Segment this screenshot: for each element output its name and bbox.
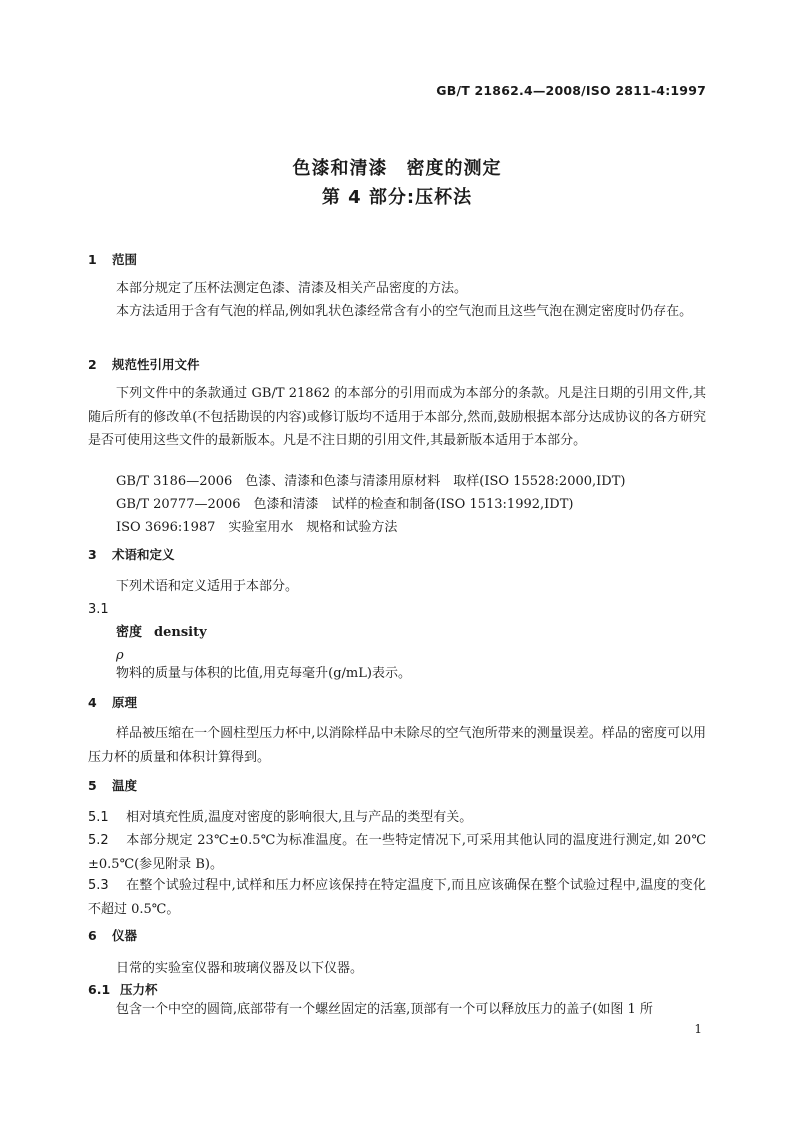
clause-number: 6.1 bbox=[88, 982, 111, 997]
section-title: 仪器 bbox=[112, 928, 138, 943]
section-1-paragraph-2: 本方法适用于含有气泡的样品,例如乳状色漆经常含有小的空气泡而且这些气泡在测定密度时仍存在。 bbox=[116, 304, 693, 319]
section-title: 术语和定义 bbox=[112, 547, 175, 562]
section-6-heading bbox=[88, 926, 706, 946]
section-number: 4 bbox=[88, 695, 97, 710]
section-number: 3 bbox=[88, 547, 97, 562]
section-number: 6 bbox=[88, 928, 97, 943]
section-4-paragraph-1: 样品被压缩在一个圆柱型压力杯中,以消除样品中未除尽的空气泡所带来的测量误差。样品的密度可以用压力杯的质量和体积计算得到。 bbox=[88, 726, 706, 765]
section-number: 1 bbox=[88, 252, 97, 267]
clause-number: 5.2 bbox=[88, 833, 109, 848]
term-entry bbox=[88, 621, 734, 645]
subsection-6-1-text: 包含一个中空的圆筒,底部带有一个螺丝固定的活塞,顶部有一个可以释放压力的盖子(如图 1 所 bbox=[116, 1002, 653, 1017]
reference-item: GB/T 3186—2006 色漆、清漆和色漆与清漆用原材料 取样(ISO 15528:2000,IDT) bbox=[116, 474, 626, 489]
term-definition: 物料的质量与体积的比值,用克每毫升(g/mL)表示。 bbox=[116, 666, 411, 681]
clause-title: 压力杯 bbox=[120, 982, 158, 997]
clause-text: 相对填充性质,温度对密度的影响很大,且与产品的类型有关。 bbox=[126, 810, 473, 825]
section-number: 2 bbox=[88, 357, 97, 372]
section-5-heading bbox=[88, 776, 706, 796]
term-english: density bbox=[154, 625, 207, 640]
section-3-paragraph-1: 下列术语和定义适用于本部分。 bbox=[116, 579, 299, 594]
document-subtitle: 第 4 部分:压杯法 bbox=[321, 187, 473, 208]
section-2-paragraph-1: 下列文件中的条款通过 GB/T 21862 的本部分的引用而成为本部分的条款。凡是注日期的引用文件,其随后所有的修改单(不包括勘误的内容)或修订版均不适用于本部分,然而,鼓励根据本部分达成协议的各方研究是否可使用这些文件的最新版本。凡是不注日期的引用文件,其最新版本适用于本部分。 bbox=[88, 386, 706, 448]
section-2-heading bbox=[88, 355, 706, 375]
term-chinese: 密度 bbox=[116, 625, 143, 640]
clause-text: 本部分规定 23℃±0.5℃为标准温度。在一些特定情况下,可采用其他认同的温度进行测定,如 20℃±0.5℃(参见附录 B)。 bbox=[88, 833, 706, 872]
clause-number: 5.1 bbox=[88, 810, 109, 825]
clause-text: 在整个试验过程中,试样和压力杯应该保持在特定温度下,而且应该确保在整个试验过程中,温度的变化不超过 0.5℃。 bbox=[88, 878, 706, 917]
clause-5-2 bbox=[88, 829, 706, 876]
reference-item: ISO 3696:1987 实验室用水 规格和试验方法 bbox=[116, 520, 398, 535]
term-symbol: ρ bbox=[116, 648, 124, 663]
reference-item: GB/T 20777—2006 色漆和清漆 试样的检查和制备(ISO 1513:1992,IDT) bbox=[116, 497, 574, 512]
section-3-heading bbox=[88, 545, 706, 565]
section-title: 规范性引用文件 bbox=[112, 357, 200, 372]
section-6-paragraph-1: 日常的实验室仪器和玻璃仪器及以下仪器。 bbox=[116, 961, 364, 976]
section-1-heading bbox=[88, 250, 706, 270]
section-title: 范围 bbox=[112, 252, 138, 267]
section-title: 温度 bbox=[112, 778, 138, 793]
clause-5-3 bbox=[88, 874, 706, 921]
section-1-paragraph-1: 本部分规定了压杯法测定色漆、清漆及相关产品密度的方法。 bbox=[116, 281, 468, 296]
section-4-heading bbox=[88, 693, 706, 713]
document-title: 色漆和清漆 密度的测定 bbox=[292, 158, 502, 179]
clause-number: 5.3 bbox=[88, 878, 109, 893]
page-number: 1 bbox=[694, 1022, 702, 1036]
clause-5-1 bbox=[88, 806, 706, 830]
section-number: 5 bbox=[88, 778, 97, 793]
standard-code: GB/T 21862.4—2008/ISO 2811-4:1997 bbox=[436, 83, 706, 98]
section-title: 原理 bbox=[112, 695, 138, 710]
subsection-number: 3.1 bbox=[88, 602, 109, 617]
